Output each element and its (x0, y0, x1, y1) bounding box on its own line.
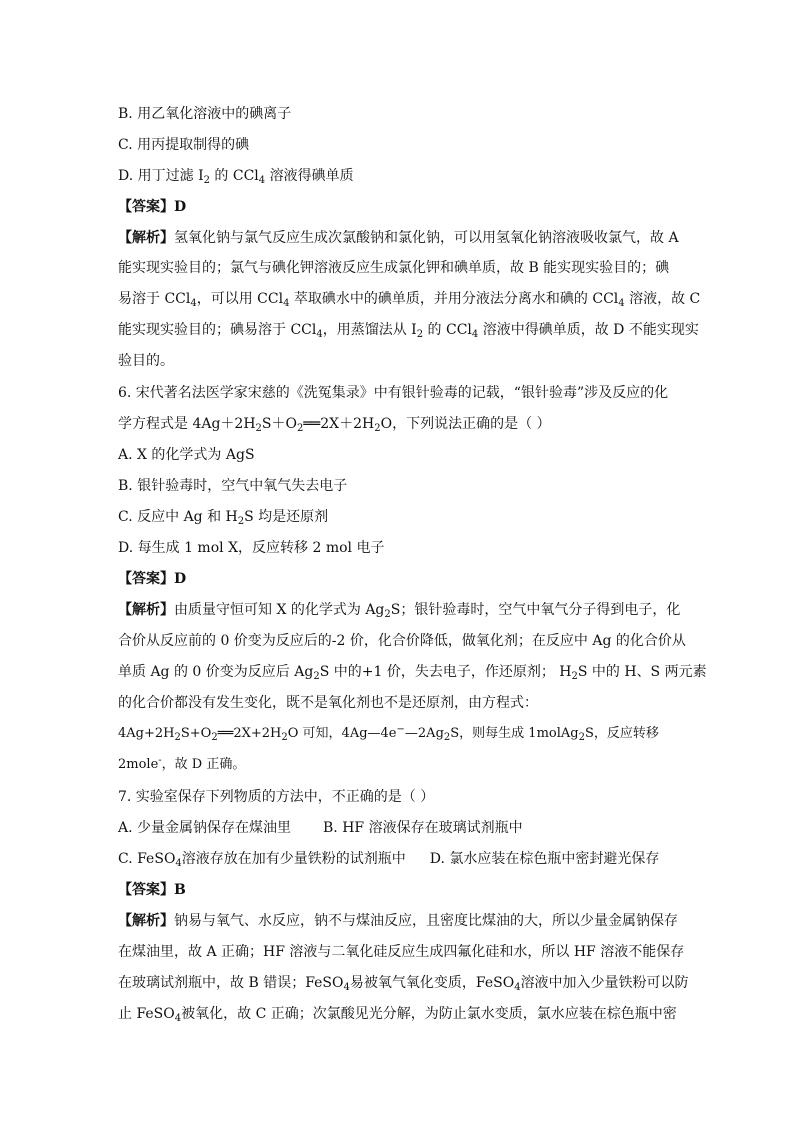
q6-option-d: D. 每生成 1 mol X，反应转移 2 mol 电子 (118, 540, 385, 556)
q6-explanation-line-1: 【解析】由质量守恒可知 X 的化学式为 $Ag_2S$；银针验毒时，空气中氧气分子得到电子，化 (118, 602, 681, 620)
q7-options-cd (118, 849, 659, 869)
q7-options-ab (118, 818, 523, 838)
q5-explanation-line-3: 易溶于 CCl$_4$，可以用 CCl$_4$ 萃取碘水中的碘单质，并用分液法分离水和碘的 CCl$_4$ 溶液，故 C (118, 291, 701, 309)
q6-explanation-line-4: 的化合价都没有发生变化，既不是氧化剂也不是还原剂，由方程式： (118, 695, 538, 711)
q5-option-b: B. 用乙氧化溶液中的碘离子 (118, 106, 292, 122)
q6-answer: 【答案】D (118, 571, 187, 587)
q7-explanation-line-1: 【解析】钠易与氧气、水反应，钠不与煤油反应，且密度比煤油的大，所以少量金属钠保存 (118, 913, 678, 929)
q5-explanation-line-5: 验目的。 (118, 353, 174, 369)
q5-answer: 【答案】D (118, 199, 187, 215)
q6-option-a: A. X 的化学式为 AgS (118, 447, 255, 463)
q7-option-d: D. 氯水应装在棕色瓶中密封避光保存 (429, 851, 660, 867)
q5-option-d: D. 用丁过滤 $I_2$ 的 CCl$_4$ 溶液得碘单质 (118, 168, 354, 186)
q6-stem-line-1: 6. 宋代著名法医学家宋慈的《洗冤集录》中有银针验毒的记载，“银针验毒”涉及反应的化 (118, 385, 669, 401)
q7-answer: 【答案】B (118, 882, 186, 898)
q7-option-b: B. HF 溶液保存在玻璃试剂瓶中 (323, 820, 523, 836)
q5-explanation-line-2: 能实现实验目的；氯气与碘化钾溶液反应生成氯化钾和碘单质，故 B 能实现实验目的；碘 (118, 260, 670, 276)
q7-explanation-line-2: 在煤油里，故 A 正确；HF 溶液与二氧化硅反应生成四氟化硅和水，所以 HF 溶液不能保存 (118, 944, 685, 960)
q7-option-c: C. FeSO$_4$溶液存放在加有少量铁粉的试剂瓶中 (118, 851, 406, 869)
q6-explanation-line-6: 2mole-，故 D 正确。 (118, 755, 246, 772)
q6-explanation-line-3: 单质 Ag 的 0 价变为反应后 $Ag_2S$ 中的+1 价，失去电子，作还原剂； $H_2S$ 中的 H、S 两元素 (118, 664, 707, 682)
q7-stem: 7. 实验室保存下列物质的方法中，不正确的是（ ） (118, 789, 435, 805)
q7-explanation-line-3: 在玻璃试剂瓶中，故 B 错误；FeSO$_4$易被氧气氧化变质，FeSO$_4$溶液中加入少量铁粉可以防 (118, 975, 689, 993)
q5-explanation-line-1: 【解析】氢氧化钠与氯气反应生成次氯酸钠和氯化钠，可以用氢氧化钠溶液吸收氯气，故 A (118, 230, 679, 246)
q7-option-a: A. 少量金属钠保存在煤油里 (118, 820, 292, 836)
q6-option-c: C. 反应中 Ag 和 $H_2S$ 均是还原剂 (118, 509, 329, 527)
q6-stem-line-2: 学方程式是 $4Ag+2H_2S+O_2══2X+2H_2O$，下列说法正确的是（ ） (118, 416, 551, 434)
q6-option-b: B. 银针验毒时，空气中氧气失去电子 (118, 478, 348, 494)
q6-equation-line: $4Ag+2H_2S+O_2══2X+2H_2O$ 可知，$4Ag—4e^-—2Ag_2S$，则每生成 1molAg$_2$S，反应转移 (118, 724, 659, 743)
q5-option-c: C. 用丙提取制得的碘 (118, 137, 250, 153)
q5-explanation-line-4: 能实现实验目的；碘易溶于 CCl$_4$，用蒸馏法从 $I_2$ 的 CCl$_4$ 溶液中得碘单质，故 D 不能实现实 (118, 322, 699, 340)
q6-explanation-line-2: 合价从反应前的 0 价变为反应后的-2 价，化合价降低，做氧化剂；在反应中 Ag 的化合价从 (118, 633, 686, 649)
q7-explanation-line-4: 止 FeSO$_4$被氧化，故 C 正确；次氯酸见光分解，为防止氯水变质，氯水应装在棕色瓶中密 (118, 1006, 677, 1024)
